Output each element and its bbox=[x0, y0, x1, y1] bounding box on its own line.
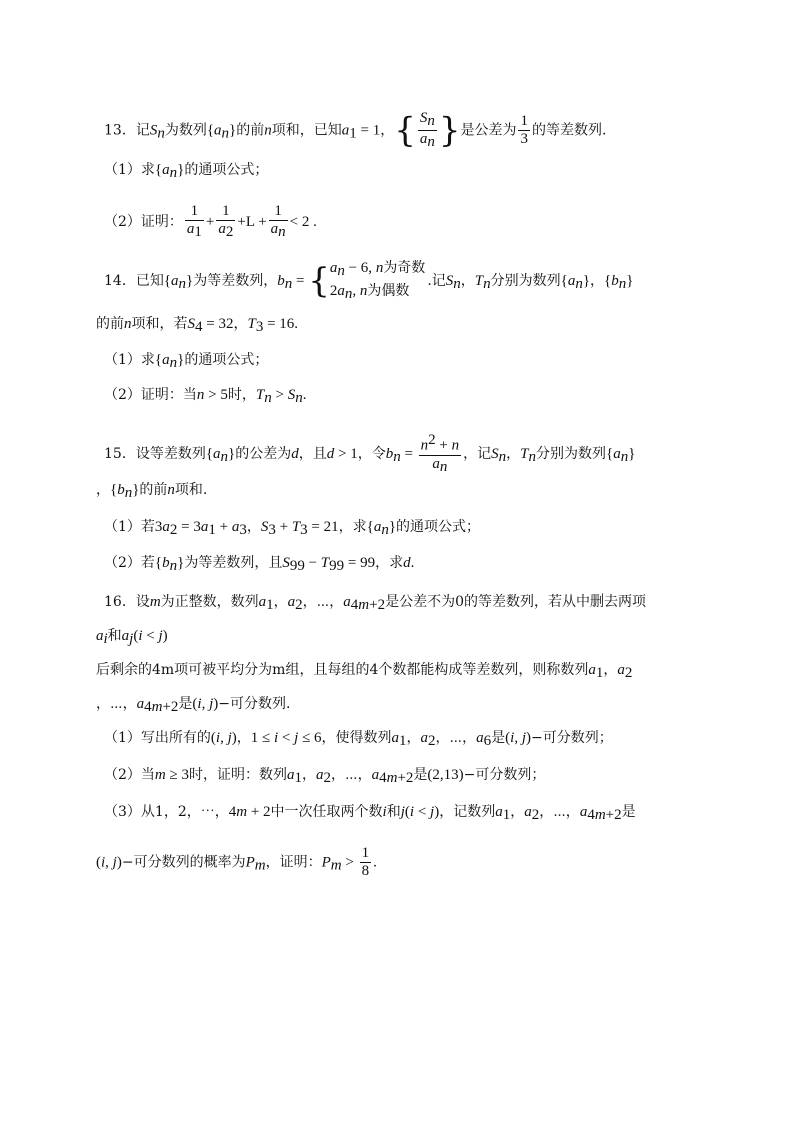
q15-part1: （1）若$3a_2 = 3a_1 + a_3$，$S_3 + T_3 = 21$，求$\{a_n\}$的通项公式； bbox=[104, 519, 481, 538]
q13-part1: （1）求$\{a_n\}$的通项公式； bbox=[104, 162, 269, 181]
one-eighth-fraction: $\frac{1}{8}$ bbox=[361, 845, 370, 879]
q16-line3: 后剩余的4m项可被平均分为m组，且每组的4个数都能构成等差数列，则称数列$a_1$，$a_2$ bbox=[96, 662, 633, 681]
bn-fraction: $\frac{n^2 + n}{a_n}$ bbox=[420, 432, 460, 475]
q13-line1: 13．记$S_n$为数列$\{a_n\}$的前n项和，已知$a_1 = 1$，{ $\frac{S_n}{a_n}$ }是公差为 $\frac{1}{3}$ 的等差数列. bbox=[104, 110, 607, 151]
q16-line1: 16．设m为正整数，数列$a_1$，$a_2$，⋯，$a_{4m+2}$是公差不为0的等差数列，若从中删去两项 bbox=[104, 594, 646, 613]
q14-part2: （2）证明：当n > 5时，$T_n > S_n$. bbox=[104, 387, 307, 406]
sn-over-an-fraction: $\frac{S_n}{a_n}$ bbox=[419, 110, 435, 150]
q15-part2: （2）若$\{b_n\}$为等差数列，且$S_{99} - T_{99} = 99$，求d. bbox=[104, 555, 415, 574]
q16-line4: ，⋯，$a_{4m+2}$是(i, j)−可分数列. bbox=[96, 696, 291, 715]
q15-line2: ，$\{b_n\}$的前n项和. bbox=[96, 482, 208, 501]
q16-part3: （3）从1，2，⋯，4m + 2中一次任取两个数i和j(i < j)，记数列$a_1$，$a_2$，⋯，$a_{4m+2}$是 bbox=[104, 804, 636, 823]
piecewise-cases: $a_n - 6$, n为奇数 $2a_n$, n为偶数 bbox=[329, 260, 426, 302]
q14-line2: 的前n项和，若$S_4 = 32$，$T_3 = 16$. bbox=[96, 316, 299, 335]
q16-part1: （1）写出所有的(i, j)，1 ≤ i < j ≤ 6，使得数列$a_1$，$a_2$，⋯，$a_6$是(i, j)−可分数列； bbox=[104, 730, 613, 749]
q15-line1: 15．设等差数列$\{a_n\}$的公差为d，且d > 1，令$b_n$ = $\frac{n^2 + n}{a_n}$ ，记$S_n$，$T_n$分别为数列$\{a_n\}$ bbox=[104, 432, 636, 475]
q13-part2: （2）证明： $\frac{1}{a_1}$ + $\frac{1}{a_2}$ +L + $\frac{1}{a_n}$ < 2 . bbox=[104, 203, 317, 240]
q16-line-last: (i, j)−可分数列的概率为$P_m$，证明：$P_m$ > $\frac{1}{8}$ . bbox=[96, 845, 377, 879]
q16-line2: $a_i$和$a_j(i < j)$ bbox=[96, 628, 168, 647]
one-third-fraction: $\frac{1}{3}$ bbox=[520, 113, 528, 147]
q16-part2: （2）当m ≥ 3时，证明：数列$a_1$，$a_2$，⋯，$a_{4m+2}$是(2,13)−可分数列； bbox=[104, 767, 546, 786]
q14-line1: 14．已知$\{a_n\}$为等差数列，$b_n$ = { $a_n - 6$, n为奇数 $2a_n$, n为偶数 .记$S_n$，$T_n$分别为数列$\{a_n\}$，$\{b_n\}$ bbox=[104, 260, 634, 302]
q14-part1: （1）求$\{a_n\}$的通项公式； bbox=[104, 352, 269, 371]
